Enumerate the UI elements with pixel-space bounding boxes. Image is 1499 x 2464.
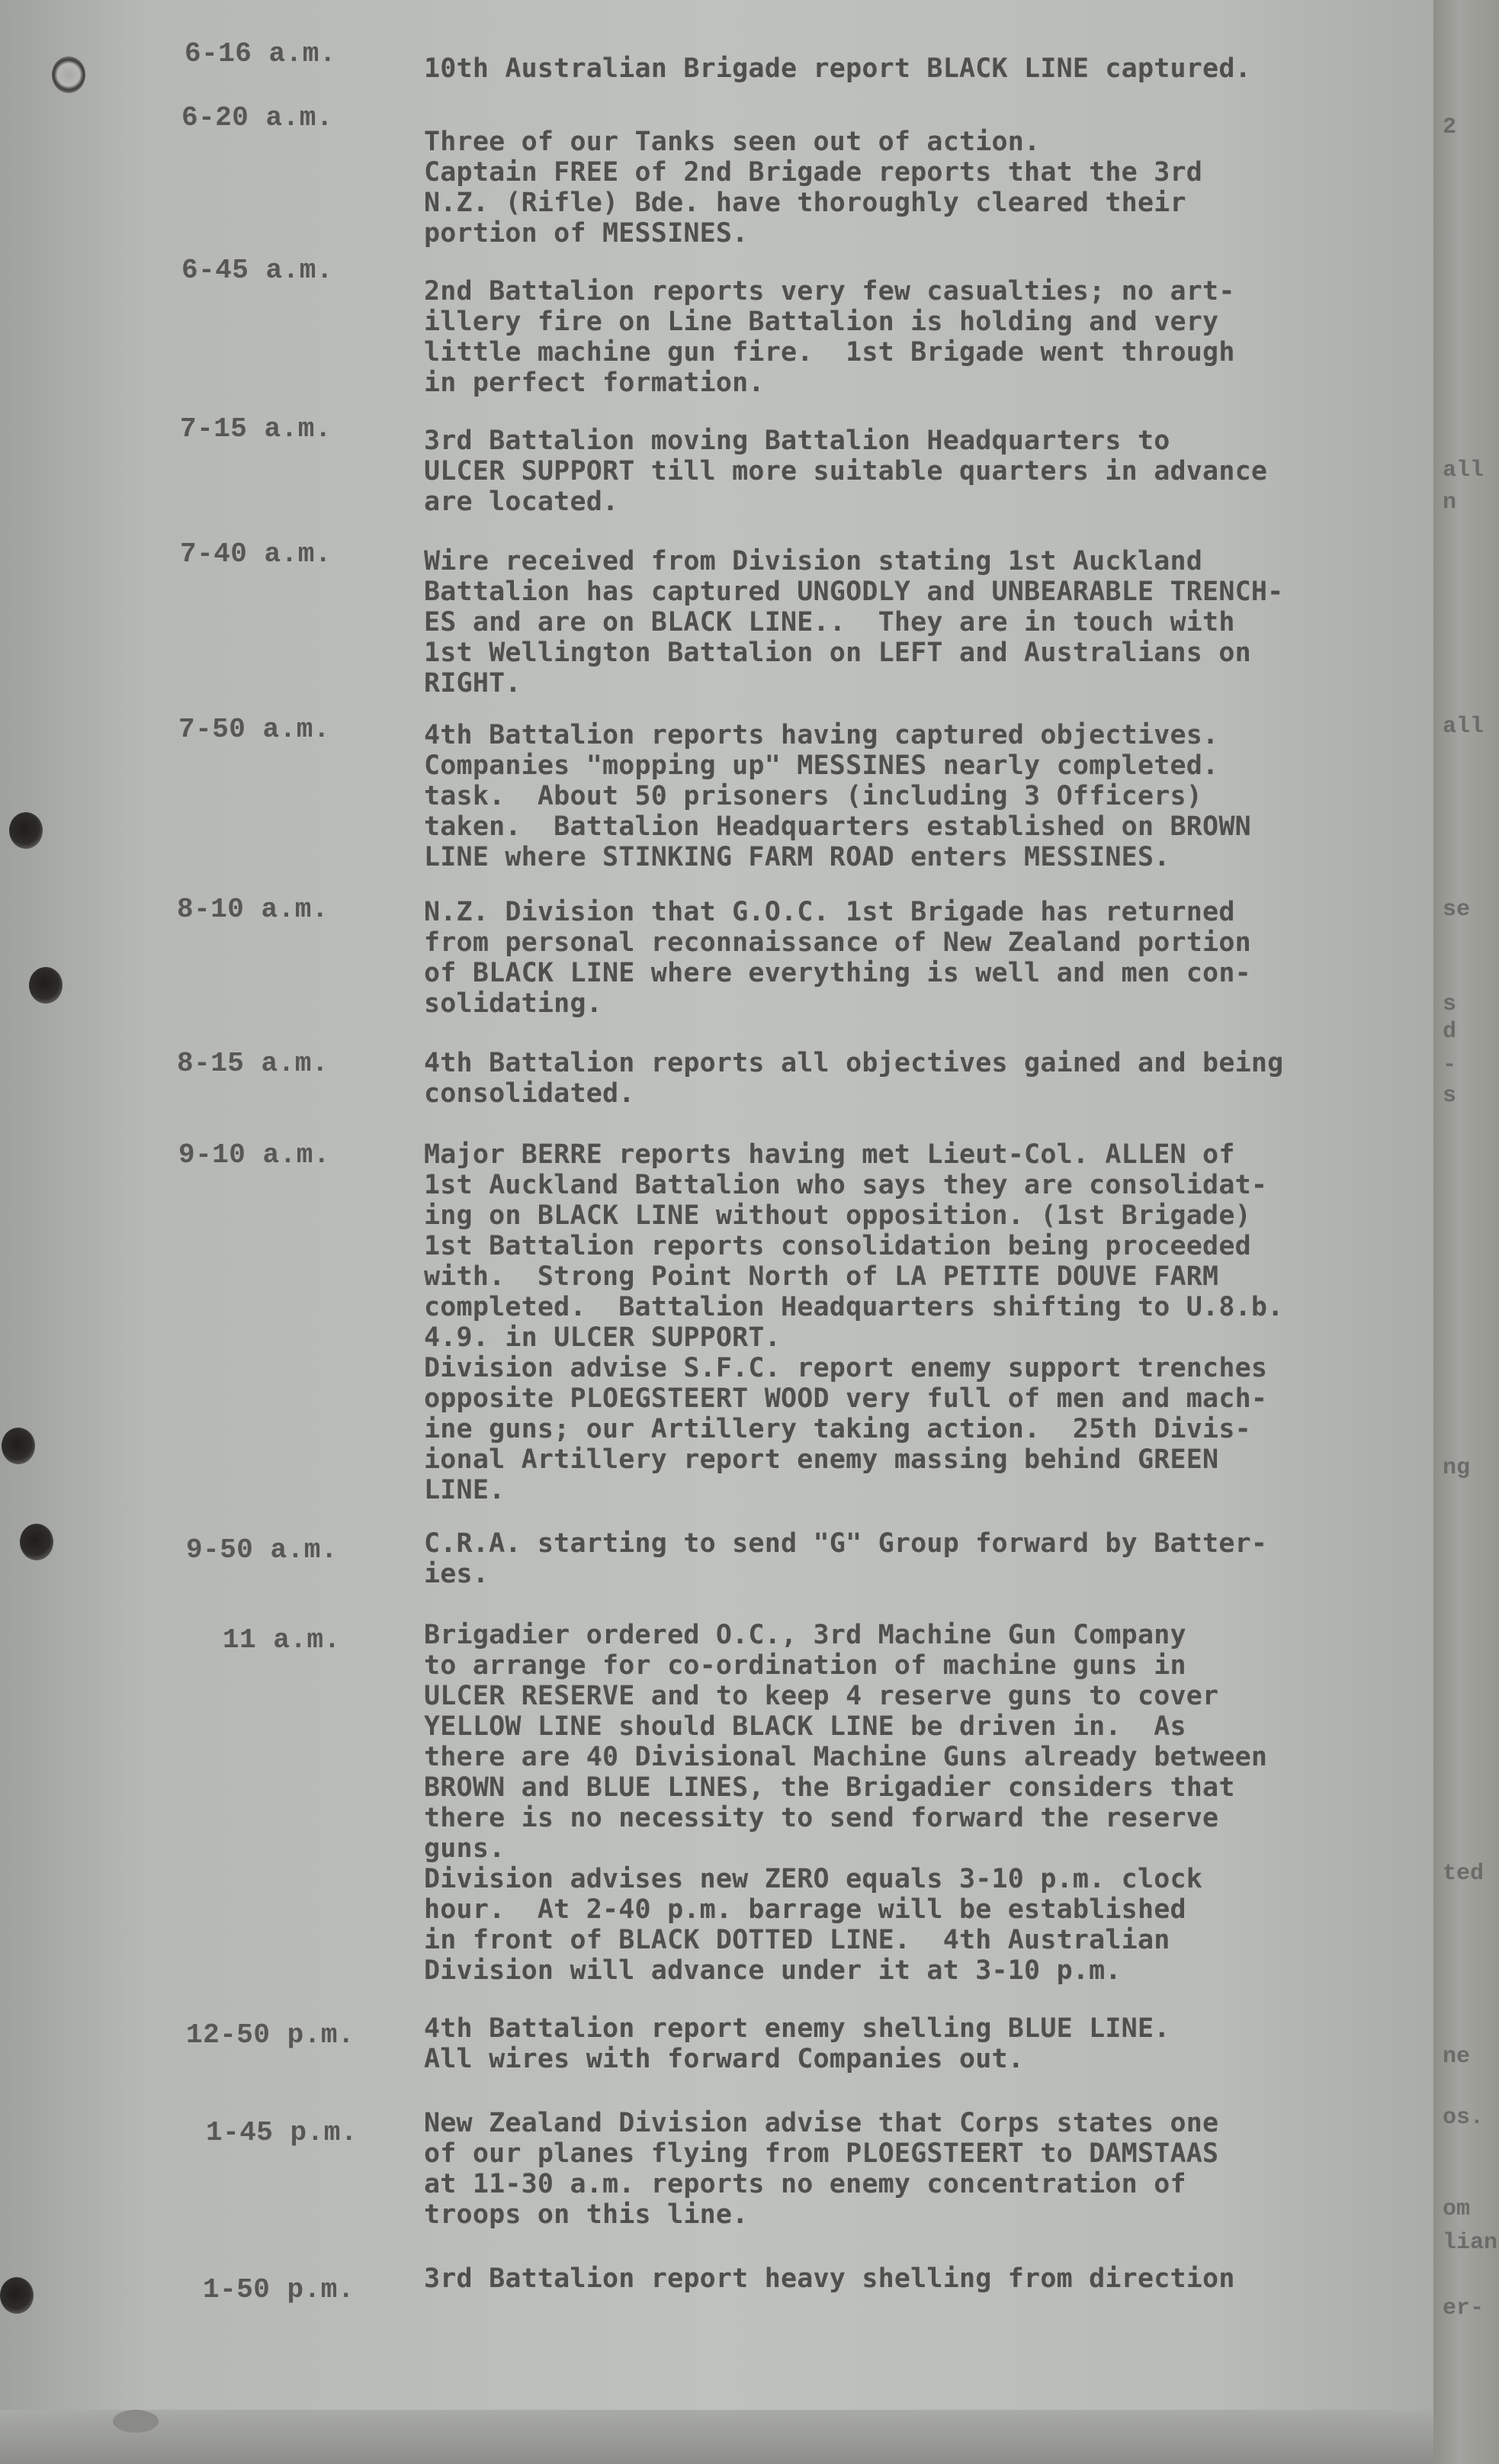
entry-text: N.Z. Division that G.O.C. 1st Brigade has returned from personal reconnaissance of New Zealand portion of BLACK LINE where everything is well and men con- solidating. — [424, 897, 1251, 1019]
adjacent-page-fragment: s — [1443, 1083, 1457, 1109]
entry-text: Wire received from Division stating 1st Auckland Battalion has captured UNGODLY and UNBEARABLE TRENCH- ES and are on BLACK LINE.. They are in touch with 1st Wellington Battalion on LEFT and Australians on RIGHT. — [424, 546, 1284, 699]
adjacent-page-fragment: ng — [1443, 1455, 1471, 1481]
entry-text: 3rd Battalion report heavy shelling from direction — [424, 2263, 1235, 2294]
page-bottom-edge — [0, 2410, 1433, 2464]
punch-hole — [2, 1428, 35, 1464]
adjacent-page-fragment: om — [1443, 2196, 1471, 2222]
adjacent-page-fragment: lian — [1443, 2230, 1498, 2256]
adjacent-page-fragment: 2 — [1443, 114, 1457, 140]
adjacent-page-fragment: os. — [1443, 2105, 1485, 2131]
entry-text: 4th Battalion reports all objectives gained and being consolidated. — [424, 1048, 1284, 1109]
entry-time: 6-20 a.m. — [181, 102, 333, 133]
entry-text: 3rd Battalion moving Battalion Headquarters to ULCER SUPPORT till more suitable quarters in advance are located. — [424, 426, 1268, 517]
adjacent-page-fragment: s — [1443, 991, 1457, 1017]
entry-text: 4th Battalion report enemy shelling BLUE LINE. All wires with forward Companies out. — [424, 2013, 1170, 2074]
entry-text: 2nd Battalion reports very few casualties; no art- illery fire on Line Battalion is holding and very little machine gun fire. 1st Brigade went through in perfect formation. — [424, 276, 1235, 398]
entry-time: 9-10 a.m. — [178, 1139, 330, 1171]
entry-time: 9-50 a.m. — [186, 1534, 338, 1566]
entry-text: Major BERRE reports having met Lieut-Col. ALLEN of 1st Auckland Battalion who says they are consolidat- ing on BLACK LINE without opposition. (1st Brigade) 1st Battalion reports consolidation being proceeded with. Strong Point North of LA PETITE DOUVE FARM completed. Battalion Headquarters shifting to U.8.b. 4.9. in ULCER SUPPORT. Division advise S.F.C. report enemy support trenches opposite PLOEGSTEERT WOOD very full of men and mach- ine guns; our Artillery taking action. 25th Divis- ional Artillery report enemy massing behind GREEN LINE. — [424, 1139, 1284, 1505]
entry-time: 6-45 a.m. — [181, 255, 333, 286]
entry-text: 4th Battalion reports having captured objectives. Companies "mopping up" MESSINES nearly completed. task. About 50 prisoners (including 3 Officers) taken. Battalion Headquarters established on BROWN LINE where STINKING FARM ROAD enters MESSINES. — [424, 720, 1251, 872]
adjacent-page-fragment: se — [1443, 897, 1471, 923]
adjacent-page-fragment: ted — [1443, 1861, 1485, 1887]
entry-text: 10th Australian Brigade report BLACK LINE captured. — [424, 53, 1251, 84]
entry-time: 12-50 p.m. — [186, 2019, 355, 2051]
entry-time: 11 a.m. — [223, 1624, 341, 1656]
entry-text: Three of our Tanks seen out of action. Captain FREE of 2nd Brigade reports that the 3rd N.Z. (Rifle) Bde. have thoroughly cleared their portion of MESSINES. — [424, 127, 1203, 249]
punch-hole — [29, 967, 63, 1004]
entry-time: 8-15 a.m. — [177, 1048, 329, 1079]
adjacent-page-fragment: ne — [1443, 2044, 1471, 2070]
adjacent-page-fragment: n — [1443, 490, 1457, 516]
entry-text: New Zealand Division advise that Corps states one of our planes flying from PLOEGSTEERT to DAMSTAAS at 11-30 a.m. reports no enemy concentration of troops on this line. — [424, 2108, 1219, 2230]
paper-tear-mark — [113, 2410, 159, 2433]
entry-time: 6-16 a.m. — [185, 38, 336, 69]
entry-text: C.R.A. starting to send "G" Group forward by Batter- ies. — [424, 1528, 1268, 1589]
adjacent-page-fragment: er- — [1443, 2295, 1485, 2321]
punch-hole — [20, 1524, 53, 1560]
punch-hole — [52, 56, 85, 93]
entry-time: 7-15 a.m. — [180, 413, 332, 445]
adjacent-page-fragment: - — [1443, 1052, 1457, 1078]
adjacent-page-edge — [1433, 0, 1499, 2464]
entry-time: 1-50 p.m. — [203, 2274, 355, 2305]
punch-hole — [0, 2277, 34, 2314]
entry-time: 7-50 a.m. — [178, 714, 330, 745]
entry-time: 1-45 p.m. — [206, 2117, 358, 2148]
adjacent-page-fragment: all — [1443, 458, 1485, 483]
entry-time: 7-40 a.m. — [180, 538, 332, 570]
punch-hole — [9, 812, 43, 849]
adjacent-page-fragment: d — [1443, 1019, 1457, 1045]
entry-time: 8-10 a.m. — [177, 894, 329, 925]
entry-text: Brigadier ordered O.C., 3rd Machine Gun Company to arrange for co-ordination of machine guns in ULCER RESERVE and to keep 4 reserve guns to cover YELLOW LINE should BLACK LINE be driven in. As there are 40 Divisional Machine Guns already between BROWN and BLUE LINES, the Brigadier considers that there is no necessity to send forward the reserve guns. Division advises new ZERO equals 3-10 p.m. clock hour. At 2-40 p.m. barrage will be established in front of BLACK DOTTED LINE. 4th Australian Division will advance under it at 3-10 p.m. — [424, 1620, 1268, 1986]
adjacent-page-fragment: all — [1443, 714, 1485, 740]
